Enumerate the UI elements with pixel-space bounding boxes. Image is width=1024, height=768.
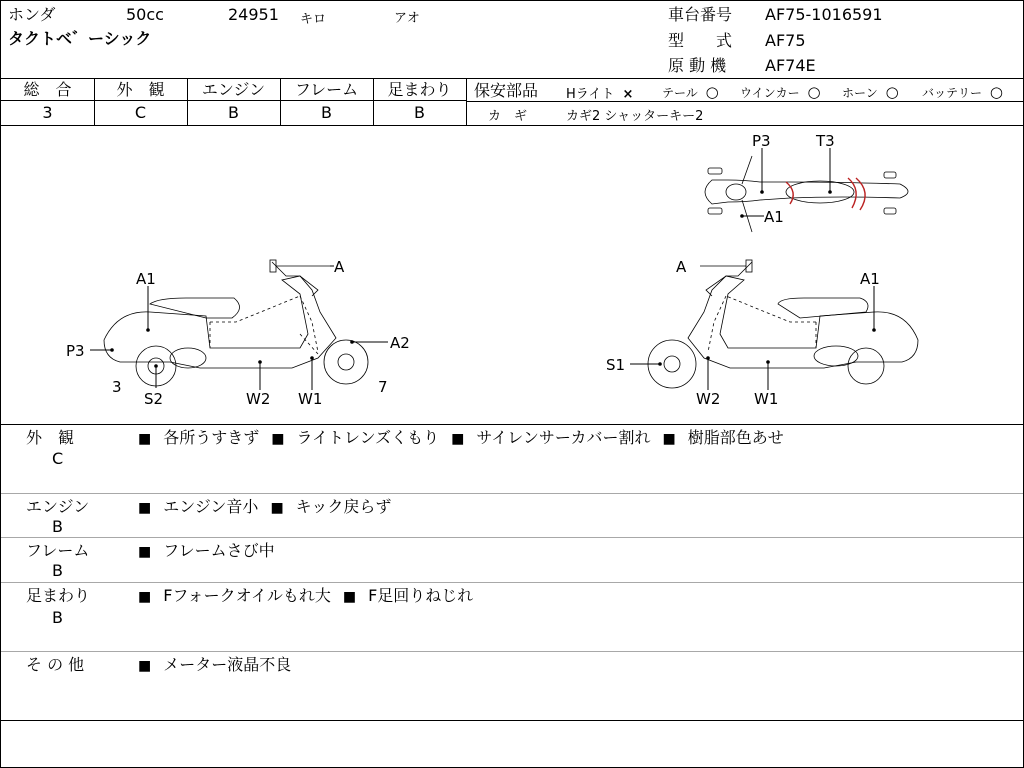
diagram-label: A	[334, 258, 345, 276]
section-label: そ の 他	[26, 655, 85, 674]
section-grade: B	[52, 517, 63, 536]
displacement: 50cc	[126, 5, 164, 24]
frame-no-label: 車台番号	[668, 5, 733, 24]
section-label: フレーム	[26, 541, 90, 560]
mileage-unit: キロ	[300, 12, 327, 27]
section-items	[138, 654, 303, 677]
remark-item: ■ 各所うすきず	[138, 428, 259, 447]
grade-value-exterior: C	[134, 103, 147, 122]
diagram-label: 3	[112, 378, 122, 396]
divider	[466, 78, 467, 125]
color: アオ	[394, 11, 420, 26]
diagram-label: S1	[606, 356, 626, 374]
grade-header-engine: エンジン	[201, 80, 266, 99]
remark-item: ■ フレームさび中	[138, 541, 275, 560]
grade-value-overall: 3	[42, 103, 53, 122]
remark-item: ■ Fフォークオイルもれ大	[138, 586, 331, 605]
section-grade: C	[52, 449, 64, 468]
divider	[1, 720, 1023, 721]
diagram-label: A	[676, 258, 687, 276]
diagram-label: S2	[144, 390, 164, 408]
divider	[1, 493, 1023, 494]
grade-header-frame: フレーム	[294, 80, 359, 99]
diagram-label: T3	[816, 132, 835, 150]
remark-item: ■ エンジン音小	[138, 497, 258, 516]
diagram-label: W2	[246, 390, 271, 408]
circle-mark-icon: ○	[705, 83, 719, 101]
safety-item-headlight: Hライト ×	[566, 87, 634, 102]
grade-header-overall: 総 合	[23, 80, 72, 99]
frame-no: AF75-1016591	[765, 5, 883, 24]
section-grade: B	[52, 561, 63, 580]
grade-header-suspension: 足まわり	[387, 80, 452, 99]
safety-label: 保安部品	[474, 81, 539, 100]
divider	[1, 424, 1023, 425]
diagram-label: W1	[754, 390, 779, 408]
section-label: 足まわり	[26, 586, 91, 605]
divider	[467, 101, 1023, 102]
section-label: 外 観	[26, 428, 75, 447]
type-label: 型 式	[668, 31, 733, 50]
type-value: AF75	[765, 31, 806, 50]
divider	[1, 651, 1023, 652]
grade-value-engine: B	[228, 103, 239, 122]
engine-value: AF74E	[765, 56, 816, 75]
circle-mark-icon: ○	[885, 83, 899, 101]
grade-value-frame: B	[321, 103, 332, 122]
remark-item: ■ サイレンサーカバー割れ	[451, 428, 650, 447]
divider	[1, 78, 1023, 79]
circle-mark-icon: ○	[989, 83, 1003, 101]
engine-label: 原 動 機	[668, 56, 727, 75]
section-items	[138, 585, 485, 608]
safety-item-winker: ウインカー ○	[740, 83, 821, 101]
diagram-label: A1	[860, 270, 880, 288]
section-label: エンジン	[26, 497, 90, 516]
diagram-label: A1	[136, 270, 156, 288]
mileage: 24951	[228, 5, 279, 24]
key-label: カ ギ	[488, 109, 528, 124]
diagram-label: W1	[298, 390, 323, 408]
section-items	[138, 496, 403, 519]
remark-item: ■ キック戻らず	[270, 497, 391, 516]
diagram-label: A2	[390, 334, 410, 352]
key-value: カギ2 シャッターキー2	[566, 109, 704, 124]
remark-item: ■ 樹脂部色あせ	[663, 428, 784, 447]
model-name: タクトベ゛ーシック	[8, 29, 152, 48]
scooter-top-view	[705, 156, 908, 232]
grade-header-exterior: 外 観	[116, 80, 165, 99]
divider	[1, 582, 1023, 583]
diagram-label: P3	[66, 342, 85, 360]
section-items	[138, 427, 796, 450]
divider	[1, 537, 1023, 538]
diagram-label: P3	[752, 132, 771, 150]
maker: ホンダ	[8, 5, 56, 24]
leader-lines	[90, 148, 874, 390]
remark-item: ■ メーター液晶不良	[138, 655, 291, 674]
damage-diagram	[0, 126, 1024, 424]
grade-value-suspension: B	[414, 103, 425, 122]
safety-item-horn: ホーン ○	[842, 83, 899, 101]
remark-item: ■ F足回りねじれ	[343, 586, 473, 605]
remark-item: ■ ライトレンズくもり	[271, 428, 439, 447]
safety-item-tail: テール ○	[662, 83, 719, 101]
section-grade: B	[52, 608, 63, 627]
section-items	[138, 540, 287, 563]
divider	[1, 100, 467, 101]
diagram-label: A1	[764, 208, 784, 226]
safety-item-battery: バッテリー ○	[922, 83, 1003, 101]
cross-mark-icon: ×	[622, 87, 634, 102]
circle-mark-icon: ○	[807, 83, 821, 101]
diagram-label: W2	[696, 390, 721, 408]
diagram-label: 7	[378, 378, 388, 396]
